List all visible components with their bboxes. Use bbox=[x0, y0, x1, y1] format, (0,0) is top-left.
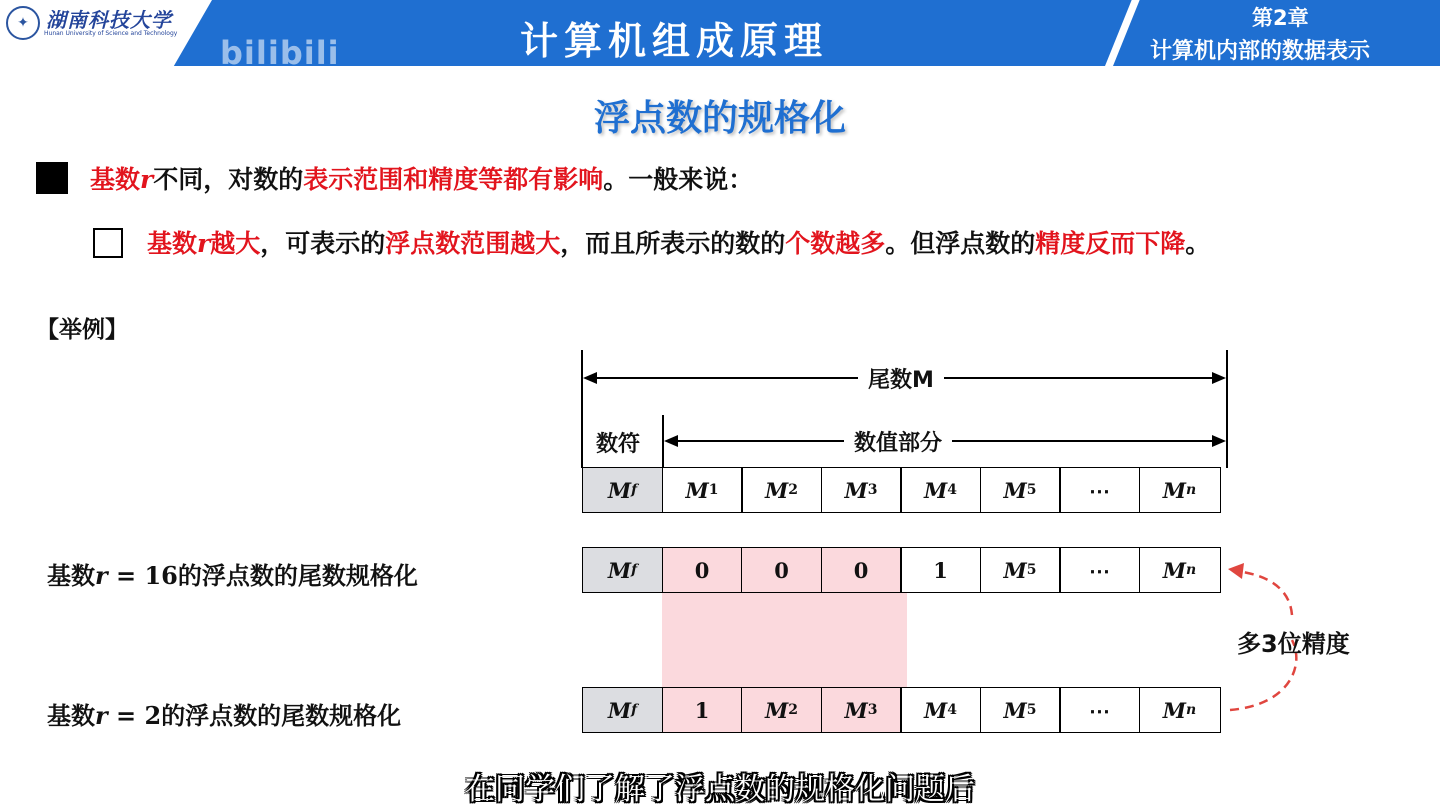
cell-symbol: ⋯ bbox=[1089, 477, 1110, 503]
cell-symbol: ⋯ bbox=[1089, 697, 1110, 723]
chapter-number: 第2章 bbox=[1252, 6, 1309, 30]
arrow-left-icon bbox=[583, 372, 597, 384]
watermark-bilibili: bilibili bbox=[220, 34, 340, 72]
precision-note: 多3位精度 bbox=[1237, 630, 1350, 658]
arrow-right-icon bbox=[1212, 435, 1226, 447]
row-label-text: 的浮点数的尾数规格化 bbox=[177, 562, 418, 590]
cell-symbol: 1 bbox=[694, 697, 710, 723]
mantissa-bit-cell bbox=[900, 547, 981, 593]
sign-bit-cell bbox=[582, 467, 663, 513]
cell-subscript: 2 bbox=[788, 482, 798, 498]
dimension-line-right bbox=[1226, 350, 1228, 468]
mantissa-format-row bbox=[582, 467, 1227, 513]
cell-symbol: 1 bbox=[933, 557, 948, 583]
mantissa-bit-cell bbox=[741, 547, 822, 593]
mantissa-bit-cell bbox=[1139, 547, 1221, 593]
sign-label bbox=[588, 427, 648, 458]
cell-symbol: 0 bbox=[694, 557, 710, 583]
bullet-2-text: ，而且所表示的数的 bbox=[560, 229, 786, 258]
mantissa-bit-cell bbox=[741, 687, 822, 733]
cell-subscript: 4 bbox=[947, 702, 957, 718]
example-label: 【举例】 bbox=[36, 317, 128, 343]
bullet-1-text: 。一般来说： bbox=[603, 165, 754, 194]
sign-bit-cell bbox=[582, 687, 663, 733]
mantissa-bit-cell bbox=[900, 687, 981, 733]
slide-title: 浮点数的规格化 bbox=[593, 98, 846, 139]
cell-symbol: M bbox=[1162, 557, 1187, 583]
cell-subscript: 3 bbox=[867, 702, 878, 718]
mantissa-bit-cell bbox=[821, 467, 902, 513]
sign-label-text: 数符 bbox=[596, 432, 641, 457]
value-part-label bbox=[844, 426, 952, 457]
value-part-label-text: 数值部分 bbox=[854, 431, 943, 456]
cell-symbol: M bbox=[1003, 557, 1027, 583]
cell-subscript: n bbox=[1186, 482, 1197, 498]
cell-symbol: M bbox=[685, 477, 709, 503]
row-label-var: r bbox=[95, 561, 108, 590]
filled-square-bullet-icon bbox=[36, 162, 68, 194]
mantissa-bit-cell bbox=[821, 687, 902, 733]
bullet-2-text: ，可表示的 bbox=[260, 229, 386, 258]
video-subtitle: 在同学们了解了浮点数的规格化问题后 bbox=[465, 772, 975, 807]
cell-subscript: n bbox=[1186, 562, 1197, 578]
mantissa-bit-cell bbox=[980, 547, 1061, 593]
bullet-2 bbox=[93, 224, 1210, 260]
mantissa-bit-cell bbox=[1139, 687, 1221, 733]
radix2-normalized-row bbox=[582, 687, 1227, 733]
cell-subscript: f bbox=[631, 482, 638, 498]
cell-symbol: M bbox=[1003, 477, 1027, 503]
arrow-left-icon bbox=[664, 435, 678, 447]
cell-symbol: M bbox=[1003, 697, 1027, 723]
cell-symbol: M bbox=[607, 697, 632, 723]
bullet-2-var: r bbox=[197, 229, 211, 258]
cell-subscript: 5 bbox=[1026, 702, 1037, 718]
mantissa-bit-cell bbox=[1139, 467, 1221, 513]
mantissa-bit-cell bbox=[1059, 467, 1140, 513]
cell-subscript: 3 bbox=[867, 482, 878, 498]
radix2-row-label bbox=[47, 696, 401, 731]
mantissa-label bbox=[858, 363, 944, 394]
bullet-1-highlight: 表示范围和精度等都有影响 bbox=[303, 165, 604, 194]
bullet-2-text: 。但浮点数的 bbox=[885, 229, 1036, 258]
mantissa-label-text: 尾数M bbox=[868, 368, 934, 393]
cell-symbol: M bbox=[1162, 697, 1187, 723]
bullet-1 bbox=[36, 160, 753, 196]
bullet-2-highlight: 精度反而下降 bbox=[1035, 229, 1186, 258]
row-label-text: 基数 bbox=[47, 562, 95, 590]
row-label-text: 基数 bbox=[47, 702, 95, 730]
hollow-square-bullet-icon bbox=[93, 228, 123, 258]
course-title: 计算机组成原理 bbox=[520, 19, 829, 63]
chapter-name: 计算机内部的数据表示 bbox=[1150, 39, 1371, 64]
row-label-var: r bbox=[95, 701, 108, 730]
cell-symbol: 0 bbox=[774, 557, 789, 583]
bullet-2-highlight: 越大 bbox=[210, 229, 261, 258]
cell-symbol: M bbox=[765, 697, 789, 723]
university-name-en: Hunan University of Science and Technology bbox=[44, 30, 178, 37]
cell-subscript: 5 bbox=[1026, 562, 1037, 578]
cell-symbol: M bbox=[1162, 477, 1187, 503]
cell-symbol: ⋯ bbox=[1089, 557, 1110, 583]
bullet-2-text: 基数 bbox=[147, 229, 198, 258]
bullet-2-highlight: 个数越多 bbox=[785, 229, 886, 258]
bullet-1-text: 不同，对数的 bbox=[153, 165, 304, 194]
mantissa-bit-cell bbox=[1059, 547, 1140, 593]
mantissa-bit-cell bbox=[980, 467, 1061, 513]
radix16-normalized-row bbox=[582, 547, 1227, 593]
cell-symbol: M bbox=[924, 697, 948, 723]
cell-symbol: M bbox=[765, 477, 789, 503]
dimension-line-left bbox=[581, 350, 583, 468]
watermark-channel: 湖科大教书匠 bbox=[38, 47, 152, 67]
mantissa-bit-cell bbox=[1059, 687, 1140, 733]
cell-subscript: f bbox=[631, 702, 638, 718]
mantissa-bit-cell bbox=[662, 467, 743, 513]
cell-subscript: n bbox=[1186, 702, 1197, 718]
university-seal-icon: ✦ bbox=[6, 6, 40, 40]
cell-symbol: 0 bbox=[853, 557, 869, 583]
cell-symbol: M bbox=[844, 697, 868, 723]
mantissa-bit-cell bbox=[741, 467, 822, 513]
cell-subscript: 4 bbox=[947, 482, 957, 498]
cell-symbol: M bbox=[844, 477, 868, 503]
cell-symbol: M bbox=[607, 477, 632, 503]
row-label-value: = 2 bbox=[107, 701, 162, 730]
arrow-right-icon bbox=[1212, 372, 1226, 384]
mantissa-bit-cell bbox=[980, 687, 1061, 733]
row-label-value: = 16 bbox=[107, 561, 178, 590]
cell-symbol: M bbox=[607, 557, 632, 583]
radix16-row-label bbox=[47, 556, 418, 591]
sign-bit-cell bbox=[582, 547, 663, 593]
cell-symbol: M bbox=[924, 477, 948, 503]
bullet-2-text: 。 bbox=[1185, 229, 1211, 258]
mantissa-bit-cell bbox=[900, 467, 981, 513]
mantissa-bit-cell bbox=[662, 547, 743, 593]
mantissa-bit-cell bbox=[821, 547, 902, 593]
precision-highlight-band bbox=[662, 593, 907, 687]
row-label-text: 的浮点数的尾数规格化 bbox=[161, 702, 402, 730]
bullet-2-highlight: 浮点数范围越大 bbox=[385, 229, 561, 258]
cell-subscript: 1 bbox=[708, 482, 719, 498]
bullet-1-text: 基数 bbox=[90, 165, 141, 194]
bullet-1-var: r bbox=[140, 165, 154, 194]
university-name: 湖南科技大学 bbox=[46, 8, 172, 32]
cell-subscript: 5 bbox=[1026, 482, 1037, 498]
mantissa-bit-cell bbox=[662, 687, 743, 733]
cell-subscript: f bbox=[631, 562, 638, 578]
cell-subscript: 2 bbox=[788, 702, 798, 718]
